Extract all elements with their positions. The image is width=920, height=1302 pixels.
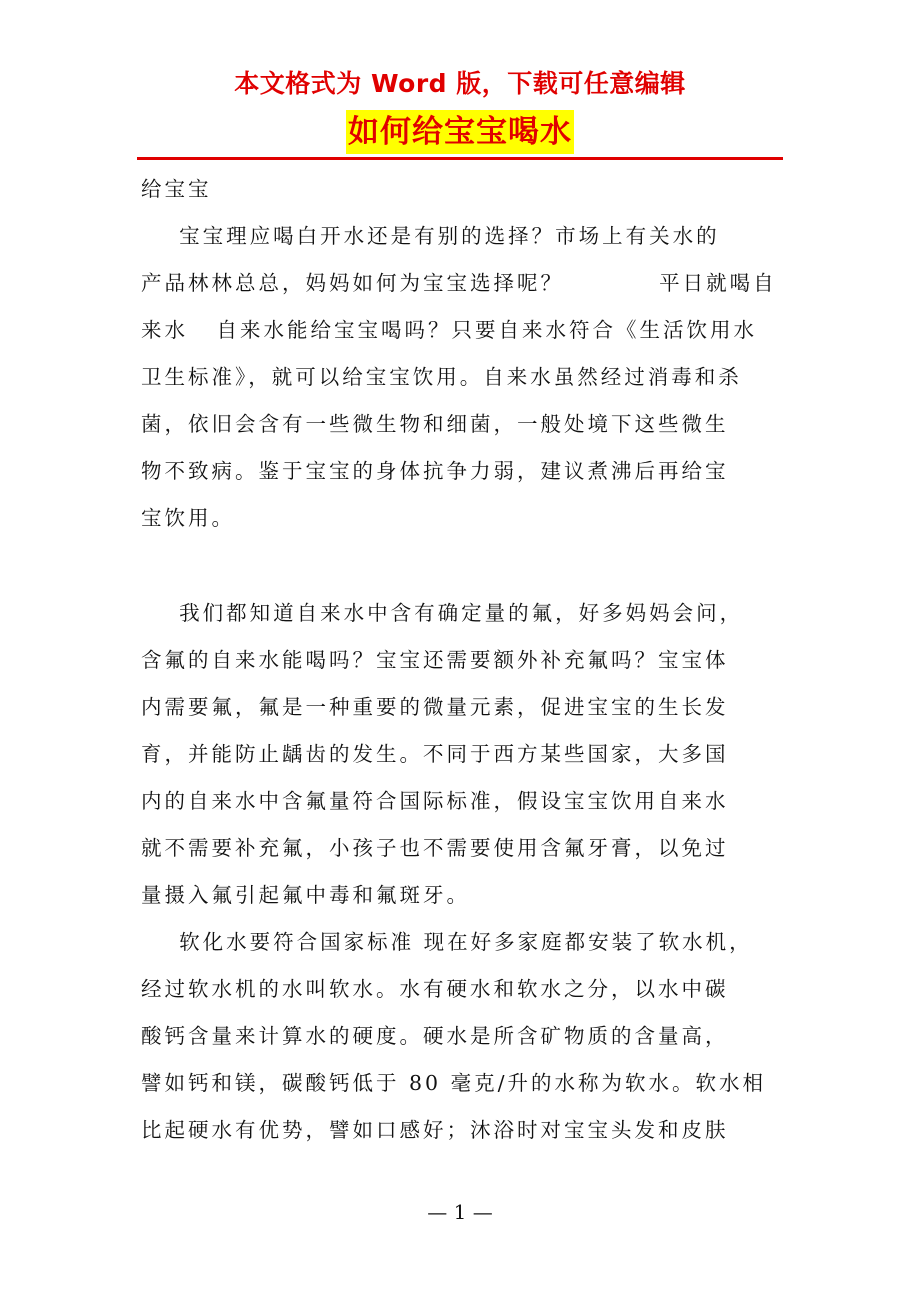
text-line: 酸钙含量来计算水的硬度。硬水是所含矿物质的含量高， [141, 1024, 729, 1048]
paragraph-block-2 [141, 590, 783, 1154]
text-line: 宝饮用。 [141, 506, 235, 530]
paragraph-spacer [141, 542, 783, 590]
text-line: 譬如钙和镁，碳酸钙低于 80 毫克/升的水称为软水。软水相 [141, 1071, 767, 1095]
text-line: 含氟的自来水能喝吗？宝宝还需要额外补充氟吗？宝宝体 [141, 648, 729, 672]
paragraph-block-1 [141, 166, 783, 542]
title-container [0, 110, 920, 154]
text-line: 宝宝理应喝白开水还是有别的选择？市场上有关水的 [141, 224, 720, 248]
page-number: — 1 — [427, 1200, 493, 1224]
document-title: 如何给宝宝喝水 [346, 110, 574, 154]
text-line: 物不致病。鉴于宝宝的身体抗争力弱，建议煮沸后再给宝 [141, 459, 729, 483]
text-line: 菌，依旧会含有一些微生物和细菌，一般处境下这些微生 [141, 412, 729, 436]
text-line: 就不需要补充氟，小孩子也不需要使用含氟牙膏，以免过 [141, 836, 729, 860]
text-line: 软化水要符合国家标准 现在好多家庭都安装了软水机， [141, 930, 753, 954]
text-line: 产品林林总总，妈妈如何为宝宝选择呢？ 平日就喝自 [141, 271, 777, 295]
text-line: 内的自来水中含氟量符合国际标准，假设宝宝饮用自来水 [141, 789, 729, 813]
text-line: 给宝宝 [141, 177, 212, 201]
text-line: 量摄入氟引起氟中毒和氟斑牙。 [141, 883, 470, 907]
text-line: 卫生标准》，就可以给宝宝饮用。自来水虽然经过消毒和杀 [141, 365, 742, 389]
text-line: 比起硬水有优势，譬如口感好；沐浴时对宝宝头发和皮肤 [141, 1118, 729, 1142]
document-body [141, 166, 783, 1154]
text-line: 经过软水机的水叫软水。水有硬水和软水之分，以水中碳 [141, 977, 729, 1001]
text-line: 来水 自来水能给宝宝喝吗？只要自来水符合《生活饮用水 [141, 318, 758, 342]
text-line: 育，并能防止龋齿的发生。不同于西方某些国家，大多国 [141, 742, 729, 766]
title-divider [137, 157, 783, 160]
text-line: 内需要氟，氟是一种重要的微量元素，促进宝宝的生长发 [141, 695, 729, 719]
text-line: 我们都知道自来水中含有确定量的氟，好多妈妈会问， [141, 601, 744, 625]
format-notice-banner: 本文格式为 Word 版，下载可任意编辑 [234, 69, 686, 98]
